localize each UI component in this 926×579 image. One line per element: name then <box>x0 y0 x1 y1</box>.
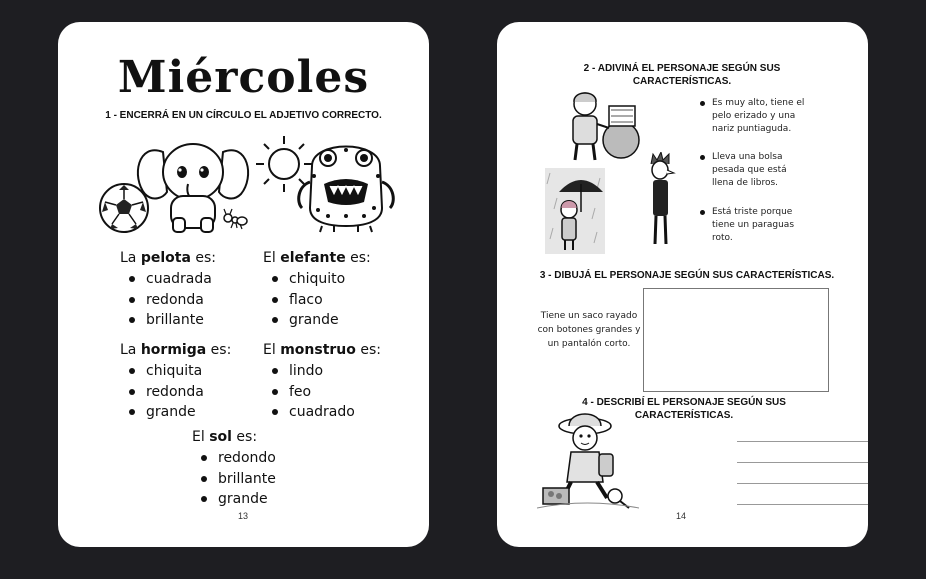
question-monstruo <box>263 342 381 423</box>
option[interactable]: cuadrado <box>263 402 381 423</box>
option[interactable]: grande <box>192 489 276 510</box>
tall-man-illustration <box>641 152 681 248</box>
option[interactable]: grande <box>120 402 231 423</box>
question-pelota <box>120 250 216 331</box>
writing-line[interactable] <box>737 462 868 463</box>
section-3-title: 3 - DIBUJÁ EL PERSONAJE SEGÚN SUS CARACTERÍSTICAS. <box>539 270 835 281</box>
exercise-instruction: 1 - ENCERRÁ EN UN CÍRCULO EL ADJETIVO CORRECTO. <box>105 110 382 121</box>
question-sol <box>192 429 276 510</box>
option[interactable]: brillante <box>192 469 276 490</box>
option[interactable]: feo <box>263 382 381 403</box>
explorer-boy-illustration <box>537 406 639 512</box>
workbook-page-left <box>58 22 429 547</box>
option[interactable]: redondo <box>192 448 276 469</box>
option[interactable]: chiquita <box>120 361 231 382</box>
question-elefante <box>263 250 371 331</box>
writing-line[interactable] <box>737 441 868 442</box>
character-description: Tiene un saco rayado con botones grandes y un pantalón corto. <box>537 311 641 349</box>
option[interactable]: flaco <box>263 290 371 311</box>
page-title: Miércoles <box>117 52 370 103</box>
question-title: El monstruo es: <box>263 342 381 358</box>
girl-with-book-bag-illustration <box>563 88 649 164</box>
question-title: La pelota es: <box>120 250 216 266</box>
page-number: 14 <box>676 511 687 521</box>
drawing-area[interactable] <box>643 288 829 392</box>
clue-3: Está triste porque tiene un paraguas roto. <box>700 206 808 245</box>
question-title: El sol es: <box>192 429 258 445</box>
workbook-page-right <box>497 22 868 547</box>
clue-2: Lleva una bolsa pesada que está llena de libros. <box>700 151 808 190</box>
option[interactable]: redonda <box>120 382 231 403</box>
girl-with-broken-umbrella-illustration <box>545 168 605 254</box>
section-4-title: 4 - DESCRIBÍ EL PERSONAJE SEGÚN SUS CARACTERÍSTICAS. <box>582 397 786 421</box>
option[interactable]: lindo <box>263 361 381 382</box>
monster-illustration <box>294 136 398 234</box>
writing-line[interactable] <box>737 504 868 505</box>
section-2-title: 2 - ADIVINÁ EL PERSONAJE SEGÚN SUS CARACTERÍSTICAS. <box>583 63 781 87</box>
writing-line[interactable] <box>737 483 868 484</box>
option[interactable]: grande <box>263 310 371 331</box>
clue-1: Es muy alto, tiene el pelo erizado y una nariz puntiaguda. <box>700 97 808 136</box>
question-title: La hormiga es: <box>120 342 232 358</box>
page-number: 13 <box>238 511 249 521</box>
option[interactable]: redonda <box>120 290 216 311</box>
option[interactable]: brillante <box>120 310 216 331</box>
question-hormiga <box>120 342 231 423</box>
option[interactable]: chiquito <box>263 269 371 290</box>
question-title: El elefante es: <box>263 250 371 266</box>
option[interactable]: cuadrada <box>120 269 216 290</box>
ant-illustration <box>222 208 248 230</box>
